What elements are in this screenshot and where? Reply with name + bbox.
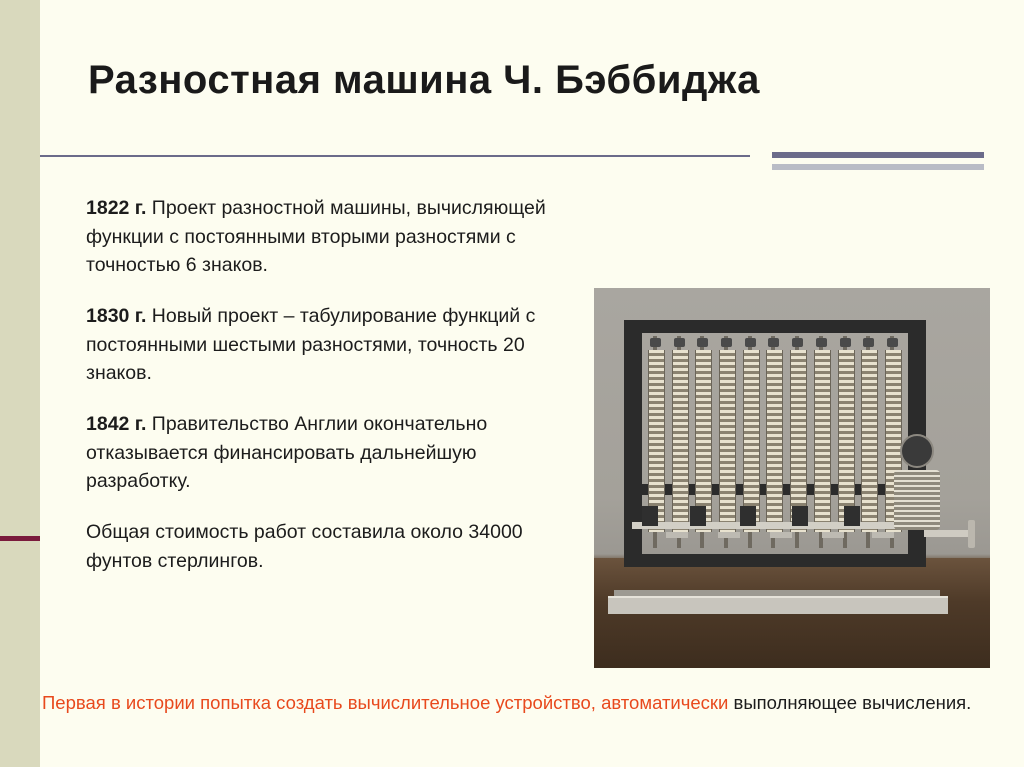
paragraph-total-cost — [86, 518, 576, 575]
column-cap — [863, 338, 874, 347]
machine-crank-assembly — [894, 434, 976, 564]
mechanism-block — [792, 506, 808, 526]
caption-line-2: выполняющее вычисления. — [733, 692, 972, 713]
column-cap — [887, 338, 898, 347]
page-title: Разностная машина Ч. Бэббиджа — [88, 58, 760, 102]
column-cap — [650, 338, 661, 347]
column-cap — [840, 338, 851, 347]
paragraph-1822-text: Проект разностной машины, вычисляющей функции с постоянными вторыми разностями с точностью 6 знаков. — [86, 197, 546, 277]
machine-assembly — [608, 314, 976, 614]
paragraph-1822-year: 1822 г. — [86, 197, 147, 219]
mechanism-block — [844, 506, 860, 526]
crank-arm — [924, 530, 974, 537]
paragraph-total-cost-text: Общая стоимость работ составила около 34000 фунтов стерлингов. — [86, 520, 523, 572]
crank-spiral-gears — [894, 470, 940, 530]
machine-frame-top — [624, 320, 926, 333]
column-cap — [768, 338, 779, 347]
paragraph-1842-year: 1842 г. — [86, 412, 147, 435]
paragraph-1830-year: 1830 г. — [86, 304, 147, 327]
column-cap — [816, 338, 827, 347]
paragraph-1830 — [86, 302, 576, 388]
column-cap — [721, 338, 732, 347]
mechanism-lever — [822, 532, 844, 538]
title-divider-block-dark — [772, 152, 984, 158]
left-decorative-band — [0, 0, 40, 767]
column-cap — [745, 338, 756, 347]
column-cap — [697, 338, 708, 347]
left-accent-bar — [0, 536, 40, 541]
title-divider-block-light — [772, 164, 984, 170]
machine-lower-mechanism — [632, 500, 922, 558]
mechanism-lever — [718, 532, 740, 538]
mechanism-block — [690, 506, 706, 526]
mechanism-block — [642, 506, 658, 526]
mechanism-lever — [666, 532, 688, 538]
mechanism-rail — [632, 522, 922, 529]
caption-line-1: Первая в истории попытка создать вычислительное устройство, автоматически — [42, 692, 729, 713]
photo-scene — [594, 288, 990, 668]
paragraph-1842-text: Правительство Англии окончательно отказывается финансировать дальнейшую разработку. — [86, 412, 488, 493]
title-divider — [40, 155, 750, 157]
paragraph-1842 — [86, 410, 576, 496]
mechanism-block — [740, 506, 756, 526]
paragraph-1830-text: Новый проект – табулирование функций с постоянными шестыми разностями, точность 20 знаков. — [86, 304, 536, 385]
slide-caption — [42, 690, 992, 717]
crank-disc — [900, 434, 934, 468]
column-cap — [674, 338, 685, 347]
paragraph-1822 — [86, 194, 576, 280]
crank-handle — [968, 520, 975, 548]
difference-engine-photo — [594, 288, 990, 668]
mechanism-lever — [872, 532, 894, 538]
column-cap — [792, 338, 803, 347]
body-text-column — [86, 194, 576, 575]
mechanism-lever — [770, 532, 792, 538]
machine-base-plate — [608, 596, 948, 614]
